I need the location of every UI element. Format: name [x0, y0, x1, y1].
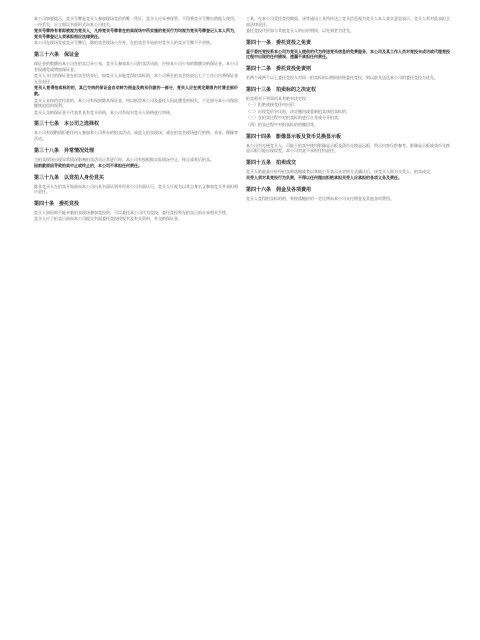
article-paragraph: 竞买人应于拍卖日前向本公司提交书面委托竞投授权书及有关资料，并交纳保证金。 — [34, 216, 182, 222]
article-section — [34, 175, 238, 195]
article-section — [246, 40, 450, 60]
left-column — [34, 16, 238, 228]
article-paragraph: 竞买人竞得拍卖标的的，须按落槌价的一定比例向本公司支付佣金及其他各项费用。 — [246, 195, 394, 201]
article-heading: 第四十六条 佣金及各项费用 — [246, 186, 312, 193]
article-section — [246, 66, 450, 81]
article-paragraph: 竞买人的最高应价经拍卖师落槌或者以其他公开表示买定的方式确认后，该竞买人即为买受人，拍卖成交。 — [246, 168, 434, 174]
article-heading: 第四十五条 拍卖成交 — [246, 159, 297, 166]
article-paragraph: 当拍卖现场出现异常情况影响拍卖活动正常进行时，本公司有权根据实际情况中止、终止或延后拍卖。 — [34, 156, 214, 162]
article-paragraph: 拍卖师对下列事项具有绝对决定权： — [246, 95, 310, 101]
article-section — [34, 201, 238, 222]
article-heading: 第三十六条 保证金 — [34, 51, 80, 58]
article-paragraph: 鉴于委托竞投系本公司为竞买人提供的代为传送竞买信息的免费服务，本公司及其工作人员对竞投未成功或代理竞投过程中出现的任何错误、遗漏不承担任何责任。 — [246, 48, 450, 60]
article-paragraph: （二）出现竞价争议时，决定撤回或重新拍卖该拍卖标的； — [246, 108, 350, 114]
article-section — [34, 52, 238, 115]
article-section — [246, 160, 450, 181]
article-paragraph: 竞买人支付的保证金在拍卖会结束后，如竞买人未能竞得拍卖标的，本公司将在拍卖会结束后七个工作日内将保证金无息退还。 — [34, 73, 238, 84]
article-section — [34, 121, 238, 141]
article-paragraph: 本公司在现场发放竞买号牌后，除拍卖会现场公告外，在拍卖会开始前对竞买人的竞买号牌不予更换。 — [34, 40, 214, 46]
article-heading: 第四十条 委托竞投 — [34, 200, 80, 207]
article-paragraph: 本公司如要提示，竞买号牌是竞买人参加现场竞价的唯一凭证，竞买人应妥善保管，不得将竞买号牌出借他人使用。一经丢失，应立即以书面形式向本公司挂失。 — [34, 16, 238, 27]
article-section — [34, 16, 238, 46]
article-paragraph: 本公司为方便竞买人，可能于拍卖中使用影像显示板及货币兑换显示板，所示内容仅供参考。影像显示板或货币兑换显示板可能出现误差，本公司对此不承担任何责任。 — [246, 142, 450, 154]
article-heading: 第四十二条 委托竞投免责则 — [246, 65, 312, 72]
article-heading: 第三十七条 本公司之选择权 — [34, 121, 100, 128]
article-heading: 第四十三条 拍卖标的之决定权 — [246, 86, 317, 93]
article-heading: 第四十四条 影像显示板及货币兑换显示板 — [246, 133, 342, 140]
article-paragraph: 竞买人竞得拍卖标的的，其已交纳的保证金自动转为佣金及购买价款的一部分，竞买人应在规定期限内付清全部价款。 — [34, 85, 238, 96]
article-paragraph: 若两个或两个以上委托竞投人对同一拍卖标的以相同价格委托竞投，则以最先送达本公司的委托竞投为优先。 — [246, 74, 438, 80]
article-section — [246, 134, 450, 154]
article-heading: 第三十九条 以竞拍人身份竞买 — [34, 174, 105, 181]
article-paragraph: （三）在拍卖过程中对拍卖标的进行合并或分开拍卖； — [246, 115, 342, 121]
article-paragraph: 除非竞买人在拍卖开始前向本公司出具书面证明并经本公司书面认可，竞买人应视为以其自身名义参加竞买并承担相应责任。 — [34, 183, 238, 195]
article-section — [246, 87, 450, 128]
article-section — [246, 16, 450, 34]
article-paragraph: 因前款原因导致拍卖中止或终止的，本公司不承担任何责任。 — [34, 163, 142, 169]
article-paragraph: 竞买人未按约定付款的，本公司有权扣除其保证金，用以抵偿本公司及委托人因此遭受的损失，不足部分本公司保留继续追偿的权利。 — [34, 97, 238, 109]
right-column — [246, 16, 450, 208]
article-paragraph: （四）拍卖过程中对拍卖标的的撤回等。 — [246, 121, 318, 127]
article-paragraph: 本公司有权酌情拒绝任何人参加本公司举办的拍卖活动，或进入拍卖现场，或在拍卖会现场进行拍照、录音、摄像等活动。 — [34, 130, 238, 141]
article-paragraph: 竞买号牌持有者即被视为竞买人，凡持竞买号牌者在拍卖现场中所实施的竞买行为均视为竞买号牌登记人本人所为，竞买号牌登记人须承担相应法律责任。 — [34, 28, 238, 39]
article-paragraph: 委托竞投代价如与其他竞买人的出价相同，以先到者为优先。 — [246, 28, 354, 34]
article-paragraph: 竞买人交纳保证金不代表其具有竞买资格，本公司有权对竞买人资格进行审核。 — [34, 109, 174, 115]
article-paragraph: （一）拒绝或接受任何出价； — [246, 102, 298, 108]
article-paragraph: 买受人须对其竞投行为负责，不得以任何理由拒绝承担买受人应承担的各项义务及责任。 — [246, 175, 402, 181]
article-heading: 第三十八条 异常情况处理 — [34, 147, 95, 154]
article-paragraph: 工具，在本公司受托竞投期间，该等通讯工具所传达之竞买信息视为竞买人本人真实意思表示，竞买人须对此承担全部法律责任。 — [246, 16, 450, 27]
article-heading: 第四十一条 委托竞投之免责 — [246, 39, 312, 46]
article-paragraph: 竞买人如因故不能亲临拍卖现场参加竞投的，可以委托本公司代为竞投，委托竞投须在拍卖日前办妥相关手续。 — [34, 209, 230, 215]
article-section — [246, 187, 450, 202]
article-section — [34, 148, 238, 169]
article-paragraph: 保证金的数额由本公司在拍卖目录公布，竞买人参加本公司拍卖活动前，应按本公司公布的数额交纳保证金。本公司有权减免或增加保证金。 — [34, 60, 238, 72]
